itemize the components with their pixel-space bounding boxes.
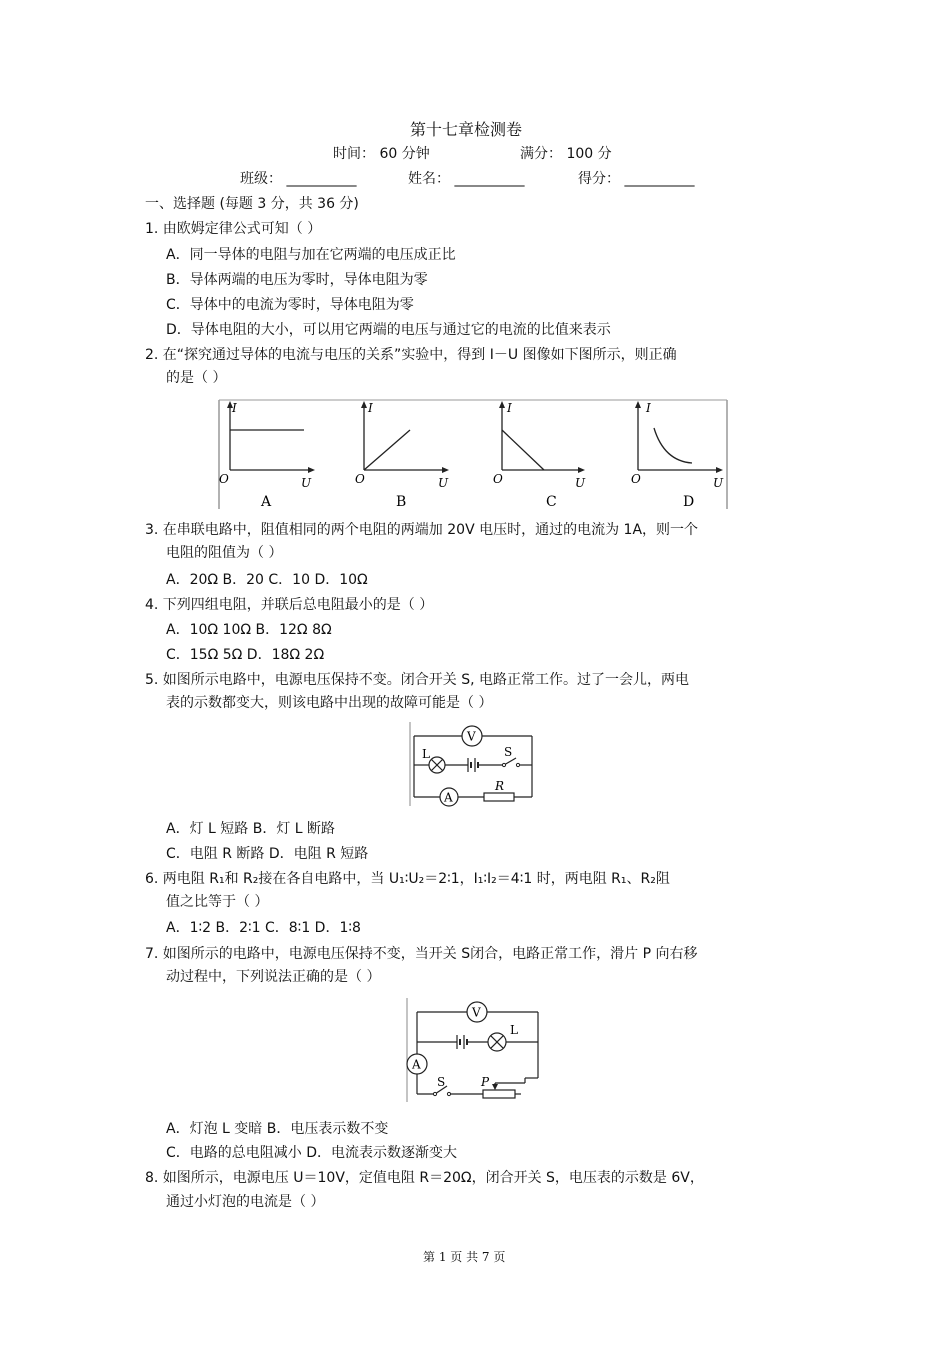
graph-a-x-label: U bbox=[301, 476, 312, 490]
q4-options-ab: A．10Ω 10Ω B．12Ω 8Ω bbox=[166, 622, 332, 638]
graph-a-y-label: I bbox=[232, 401, 237, 415]
q6-options: A．1∶2 B．2∶1 C．8∶1 D．1∶8 bbox=[166, 920, 361, 936]
voltmeter-icon bbox=[462, 726, 482, 746]
name-field: 姓名： __________ bbox=[408, 171, 525, 187]
q2-stem-line1: 2. 在“探究通过导体的电流与电压的关系”实验中，得到 I－U 图像如下图所示，则正确 bbox=[145, 347, 677, 363]
graph-a-label: A bbox=[261, 494, 272, 510]
circuit-diagram-q5 bbox=[408, 722, 536, 806]
lamp-label: L bbox=[510, 1023, 518, 1037]
resistor-label: R bbox=[495, 779, 505, 793]
graph-d-label: D bbox=[683, 494, 695, 510]
page-title: 第十七章检测卷 bbox=[410, 120, 523, 139]
graph-d-y-label: I bbox=[646, 401, 651, 415]
section-heading: 一、选择题 (每题 3 分，共 36 分) bbox=[145, 196, 359, 212]
q4-options-cd: C．15Ω 5Ω D．18Ω 2Ω bbox=[166, 647, 325, 663]
q7-options-ab: A．灯泡 L 变暗 B．电压表示数不变 bbox=[166, 1121, 389, 1137]
lamp-label: L bbox=[422, 747, 430, 761]
graph-b-x-label: U bbox=[438, 476, 449, 490]
switch-label: S bbox=[504, 745, 513, 759]
resistor-icon bbox=[484, 793, 514, 801]
graph-d-origin: O bbox=[631, 472, 641, 486]
q7-options-cd: C．电路的总电阻减小 D．电流表示数逐渐变大 bbox=[166, 1145, 458, 1161]
q3-stem-line1: 3. 在串联电路中，阻值相同的两个电阻的两端加 20V 电压时，通过的电流为 1A，则一个 bbox=[145, 522, 699, 538]
score-field: 得分： __________ bbox=[578, 171, 695, 187]
graph-c-origin: O bbox=[493, 472, 503, 486]
q1-option-c: C．导体中的电流为零时，导体电阻为零 bbox=[166, 297, 414, 313]
q5-options-ab: A．灯 L 短路 B．灯 L 断路 bbox=[166, 821, 336, 837]
q1-option-d: D．导体电阻的大小，可以用它两端的电压与通过它的电流的比值来表示 bbox=[166, 322, 611, 338]
q5-stem-line2: 表的示数都变大，则该电路中出现的故障可能是（ ） bbox=[166, 695, 493, 711]
q8-stem-line1: 8. 如图所示，电源电压 U＝10V，定值电阻 R＝20Ω，闭合开关 S，电压表的示数是 6V， bbox=[145, 1170, 704, 1186]
graph-c-label: C bbox=[546, 494, 557, 510]
graph-b-origin: O bbox=[355, 472, 365, 486]
class-field: 班级： __________ bbox=[240, 171, 357, 187]
q4-stem: 4. 下列四组电阻，并联后总电阻最小的是（ ） bbox=[145, 597, 434, 613]
graph-a bbox=[219, 401, 315, 510]
page-footer: 第 1 页 共 7 页 bbox=[423, 1250, 506, 1264]
switch-label: S bbox=[437, 1075, 446, 1089]
q3-stem-line2: 电阻的阻值为（ ） bbox=[166, 545, 283, 561]
circuit-diagram-q7 bbox=[405, 998, 541, 1104]
q1-option-a: A．同一导体的电阻与加在它两端的电压成正比 bbox=[166, 247, 456, 263]
q6-stem-line2: 值之比等于（ ） bbox=[166, 894, 269, 910]
time-info: 时间： 60 分钟 bbox=[333, 146, 430, 162]
iu-graphs-figure bbox=[218, 398, 730, 513]
graph-d-x-label: U bbox=[713, 476, 724, 490]
q8-stem-line2: 通过小灯泡的电流是（ ） bbox=[166, 1194, 325, 1210]
q7-stem-line2: 动过程中，下列说法正确的是（ ） bbox=[166, 969, 381, 985]
graph-b-y-label: I bbox=[368, 401, 373, 415]
ammeter-icon bbox=[407, 1054, 427, 1074]
q5-options-cd: C．电阻 R 断路 D．电阻 R 短路 bbox=[166, 846, 369, 862]
graph-c-y-label: I bbox=[507, 401, 512, 415]
voltmeter-icon bbox=[467, 1002, 487, 1022]
rheostat-icon bbox=[483, 1090, 515, 1098]
graph-c-x-label: U bbox=[575, 476, 586, 490]
graph-d bbox=[631, 401, 724, 510]
ammeter-icon bbox=[440, 788, 458, 806]
lamp-icon bbox=[429, 757, 445, 773]
ammeter-label: A bbox=[412, 1057, 421, 1072]
q1-option-b: B．导体两端的电压为零时，导体电阻为零 bbox=[166, 272, 428, 288]
lamp-icon bbox=[488, 1033, 506, 1051]
q1-stem: 1. 由欧姆定律公式可知（ ） bbox=[145, 221, 322, 237]
q5-stem-line1: 5. 如图所示电路中，电源电压保持不变。闭合开关 S, 电路正常工作。过了一会儿，两电 bbox=[145, 672, 690, 688]
q2-stem-line2: 的是（ ） bbox=[166, 370, 227, 386]
q6-stem-line1: 6. 两电阻 R₁和 R₂接在各自电路中，当 U₁∶U₂＝2∶1，I₁∶I₂＝4∶1 时，两电阻 R₁、R₂阻 bbox=[145, 871, 670, 887]
graph-b bbox=[355, 401, 449, 510]
full-score-info: 满分： 100 分 bbox=[520, 146, 612, 162]
graph-b-label: B bbox=[396, 494, 407, 510]
slider-label: P bbox=[481, 1075, 490, 1089]
voltmeter-label: V bbox=[467, 729, 476, 744]
voltmeter-label: V bbox=[472, 1005, 481, 1020]
battery-icon bbox=[468, 758, 478, 772]
q3-options: A．20Ω B．20 C．10 D．10Ω bbox=[166, 572, 368, 588]
q7-stem-line1: 7. 如图所示的电路中，电源电压保持不变，当开关 S闭合，电路正常工作，滑片 P 向右移 bbox=[145, 946, 698, 962]
battery-icon bbox=[457, 1035, 467, 1049]
ammeter-label: A bbox=[444, 790, 453, 805]
graph-a-origin: O bbox=[219, 472, 229, 486]
graph-c bbox=[493, 401, 586, 510]
